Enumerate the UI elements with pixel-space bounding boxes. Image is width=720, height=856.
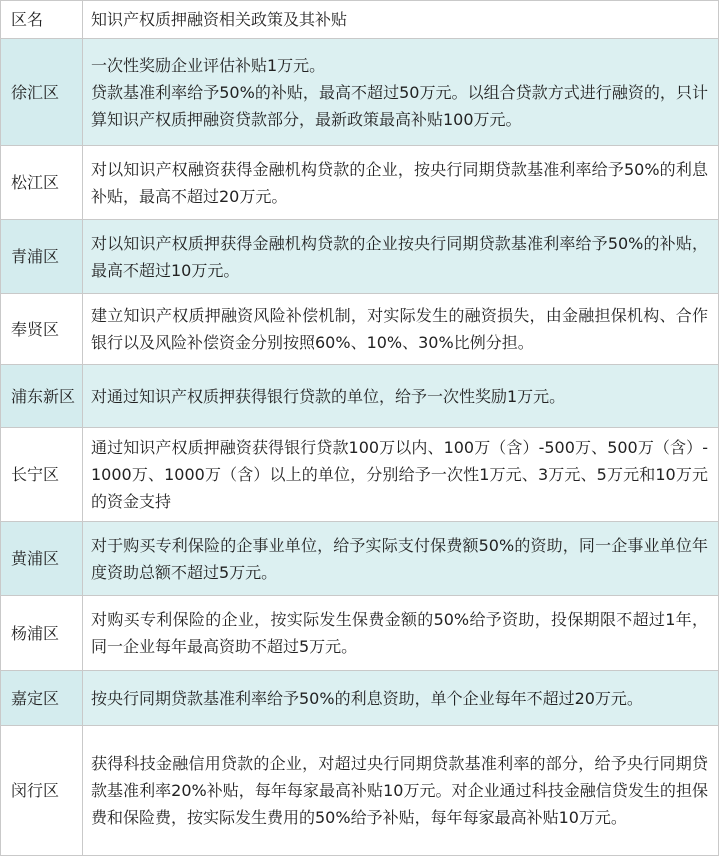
table-row [1,522,719,596]
policy-line: 一次性奖励企业评估补贴1万元。 [91,55,326,75]
policy-cell: 对购买专利保险的企业，按实际发生保费金额的50%给予资助，投保期限不超过1年，同一企业每年最高资助不超过5万元。 [83,596,719,671]
policy-cell: 建立知识产权质押融资风险补偿机制，对实际发生的融资损失，由金融担保机构、合作银行以及风险补偿资金分别按照60%、10%、30%比例分担。 [83,294,719,365]
table-row [1,220,719,294]
policy-cell: 对以知识产权质押获得金融机构贷款的企业按央行同期贷款基准利率给予50%的补贴，最高不超过10万元。 [83,220,719,294]
table-row [1,39,719,146]
district-cell: 黄浦区 [1,522,83,596]
policy-cell [83,39,719,146]
table-header-row [1,1,719,39]
policy-text: 贷款基准利率给予50%的补贴，最高不超过50万元。以组合贷款方式进行融资的，只计算知识产权质押融资贷款部分，最新政策最高补贴100万元。 [91,82,708,129]
policy-cell: 通过知识产权质押融资获得银行贷款100万以内、100万（含）-500万、500万（含）-1000万、1000万（含）以上的单位，分别给予一次性1万元、3万元、5万元和10万元的资金支持 [83,428,719,522]
table-row [1,146,719,220]
table-row [1,671,719,726]
district-cell: 嘉定区 [1,671,83,726]
policy-cell: 对于购买专利保险的企事业单位，给予实际支付保费额50%的资助，同一企事业单位年度资助总额不超过5万元。 [83,522,719,596]
district-cell: 浦东新区 [1,365,83,428]
header-policy: 知识产权质押融资相关政策及其补贴 [83,1,719,39]
district-cell: 杨浦区 [1,596,83,671]
table-row [1,294,719,365]
policy-cell: 对以知识产权融资获得金融机构贷款的企业，按央行同期贷款基准利率给予50%的利息补贴，最高不超过20万元。 [83,146,719,220]
policy-cell: 获得科技金融信用贷款的企业，对超过央行同期贷款基准利率的部分，给予央行同期贷款基准利率20%补贴，每年每家最高补贴10万元。对企业通过科技金融信贷发生的担保费和保险费，按实际发生费用的50%给予补贴，每年每家最高补贴10万元。 [83,726,719,856]
district-cell: 青浦区 [1,220,83,294]
policy-cell: 对通过知识产权质押获得银行贷款的单位，给予一次性奖励1万元。 [83,365,719,428]
district-cell: 松江区 [1,146,83,220]
header-district: 区名 [1,1,83,39]
district-cell: 徐汇区 [1,39,83,146]
policy-cell: 按央行同期贷款基准利率给予50%的利息资助，单个企业每年不超过20万元。 [83,671,719,726]
district-cell: 奉贤区 [1,294,83,365]
district-cell: 闵行区 [1,726,83,856]
table-row [1,596,719,671]
table-row [1,365,719,428]
table-row [1,428,719,522]
table-row [1,726,719,856]
district-cell: 长宁区 [1,428,83,522]
